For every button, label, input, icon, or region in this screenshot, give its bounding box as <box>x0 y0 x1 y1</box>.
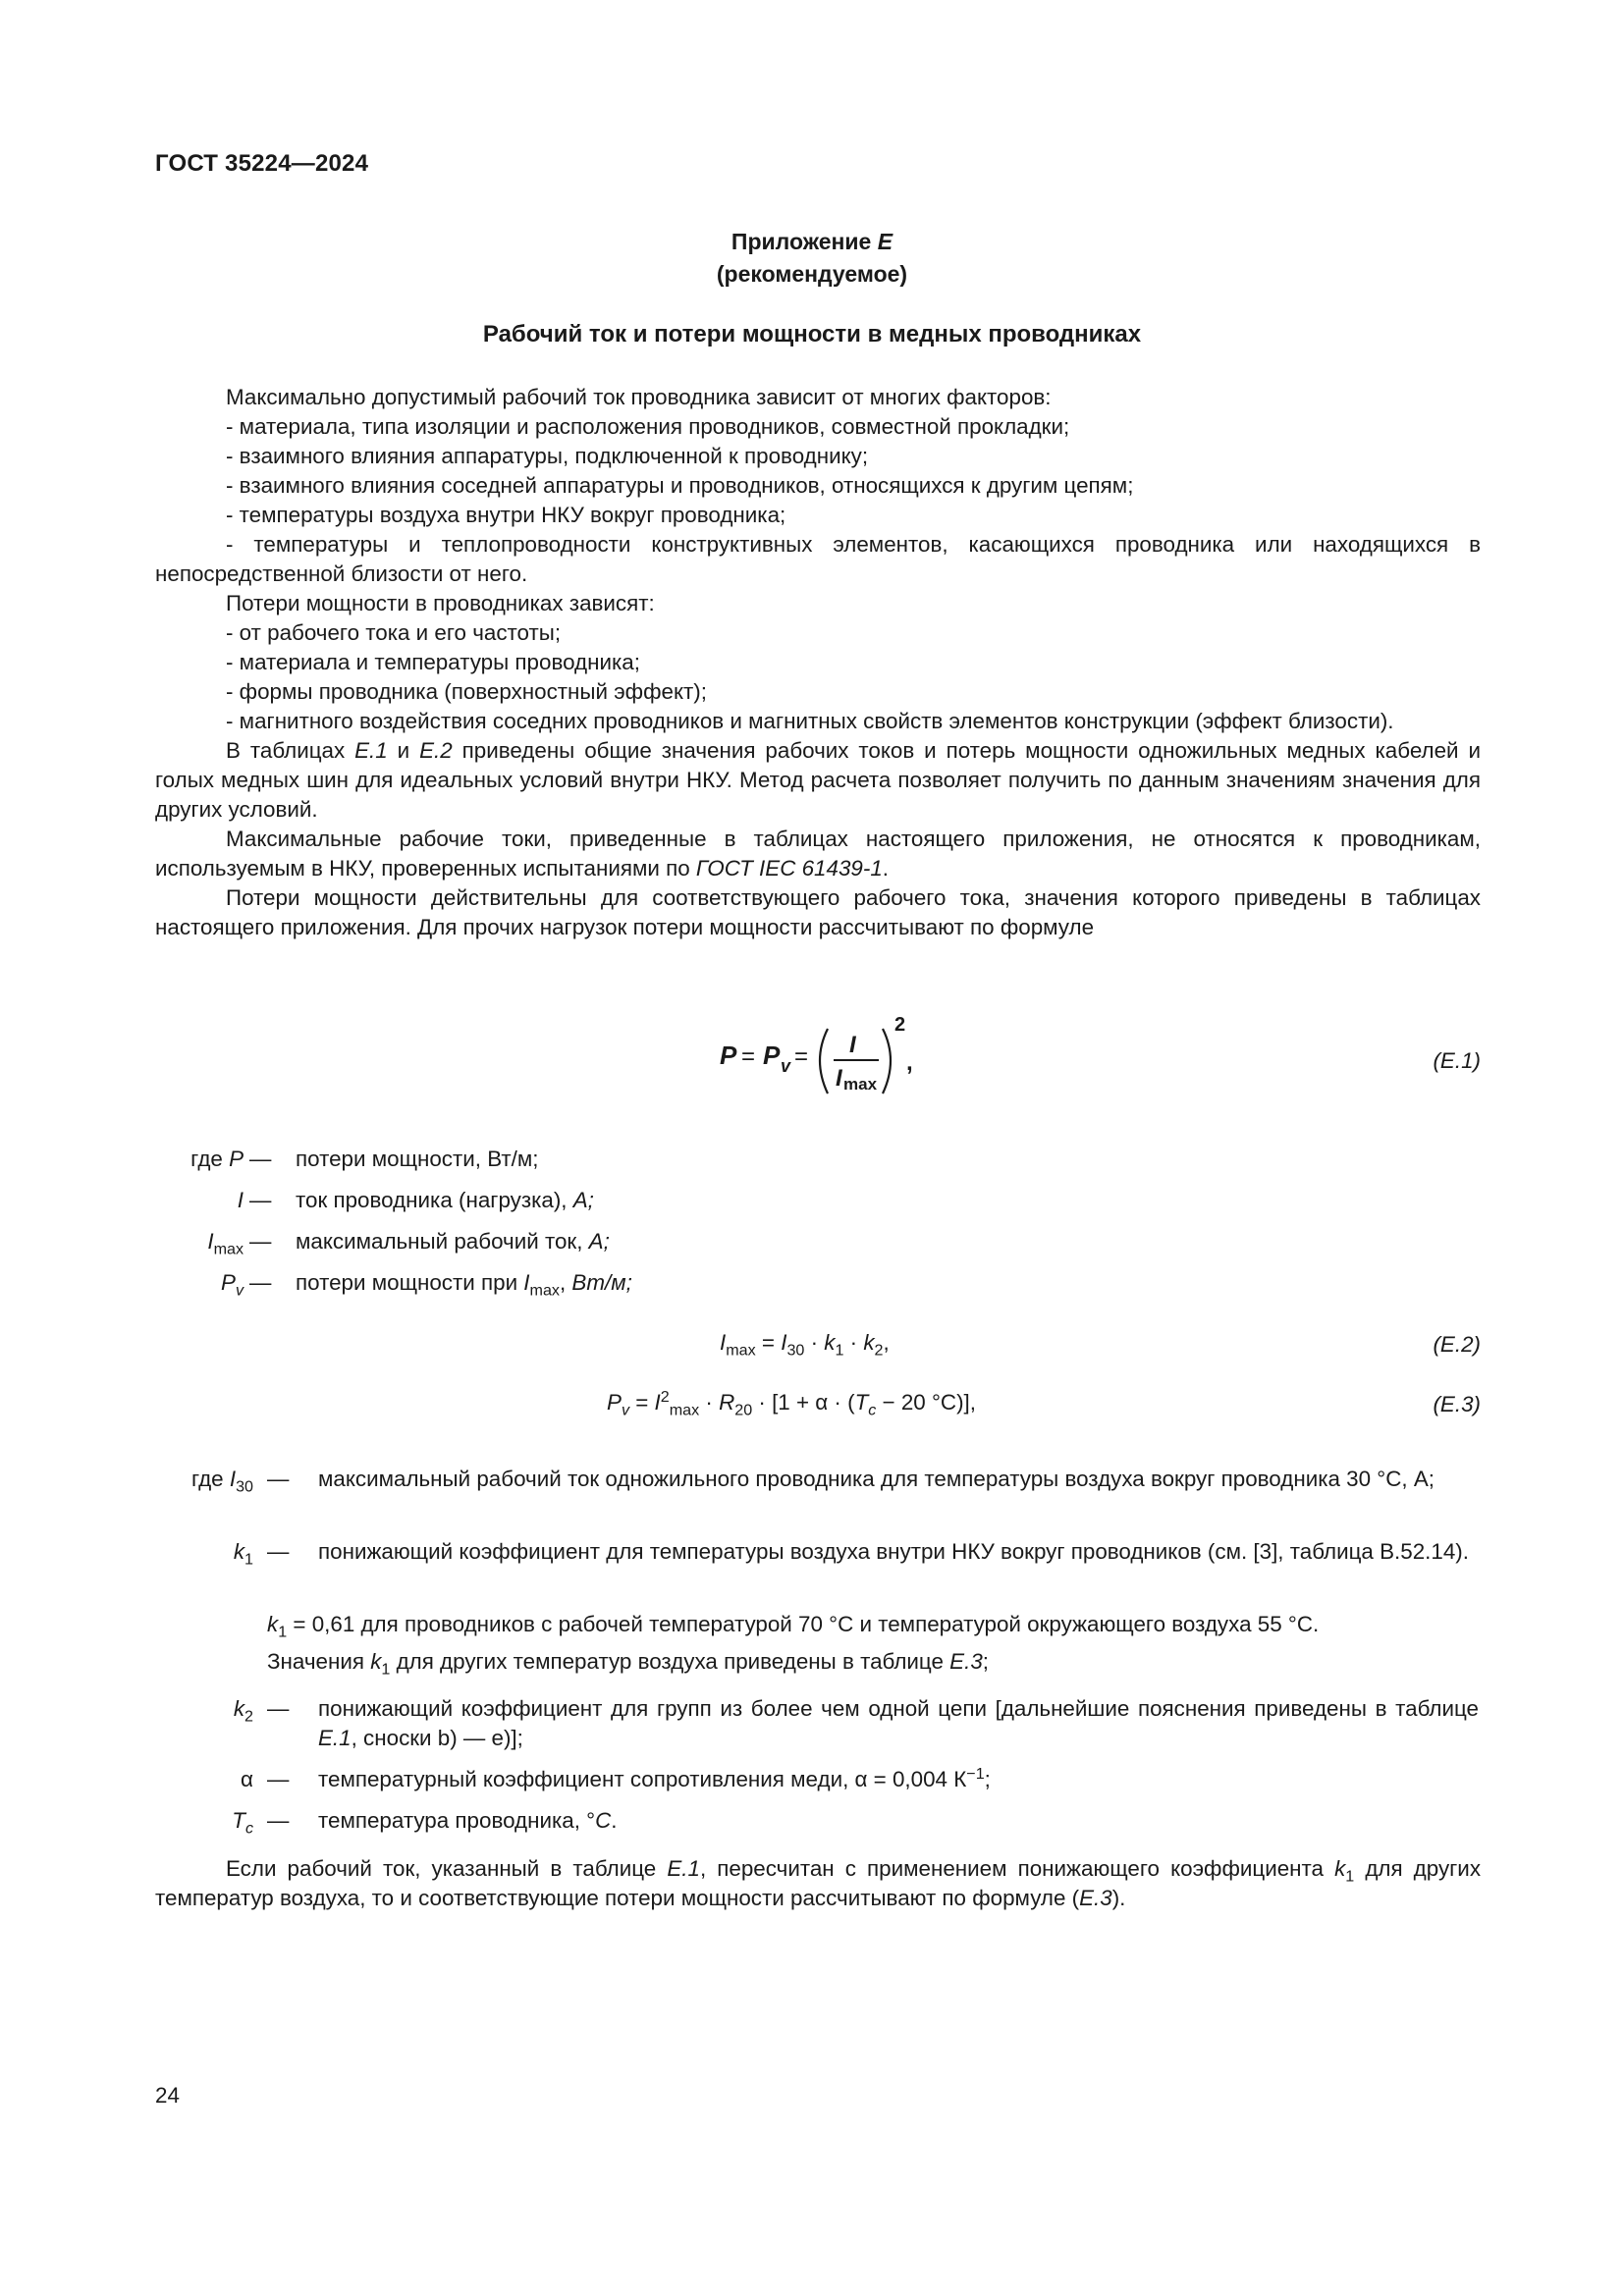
page-number: 24 <box>155 2083 180 2108</box>
def-dash: — <box>267 1767 290 1791</box>
def-symbol: $T_c$ <box>232 1808 253 1838</box>
formula-e1-den-sub: max <box>843 1075 878 1094</box>
loss-item: - формы проводника (поверхностный эффект); <box>226 679 707 704</box>
loss-item: - магнитного воздействия соседних проводников и магнитных свойств элементов конструкции (эффект близости). <box>226 709 1394 733</box>
loss-item: - материала и температуры проводника; <box>226 650 640 674</box>
formula-e1-pv-sub: v <box>781 1056 791 1076</box>
formula-e3: $P_v = I^2_{max} \cdot R_{20} \cdot [1 + \alpha \cdot (T_c - 20$ °C)], <box>607 1387 976 1419</box>
annex-status: (рекомендуемое) <box>716 261 908 287</box>
intro-paragraph-4: Максимальные рабочие токи, приведенные в таблицах настоящего приложения, не относятся к проводникам, используемым в НКУ, проверенных испытаниями по ГОСТ IEC 61439-1. <box>155 827 1481 881</box>
table-ref: Е.1 <box>354 738 388 763</box>
def-text: потери мощности, Вт/м; <box>296 1147 539 1171</box>
def-symbol: $P_v$ <box>221 1270 244 1300</box>
standard-ref: ГОСТ IEC 61439-1 <box>695 856 883 881</box>
formula-e1-lhs: P <box>720 1041 737 1070</box>
def-dash: — <box>249 1188 272 1212</box>
def-symbol: α <box>241 1767 253 1791</box>
annex-heading <box>0 226 1624 258</box>
annex-title <box>0 226 1624 291</box>
left-paren <box>820 1029 828 1094</box>
k1-note: Значения $k_1$ для других температур воздуха приведены в таблице Е.3; <box>267 1649 990 1679</box>
closing-paragraph: Если рабочий ток, указанный в таблице Е.1, пересчитан с применением понижающего коэффициента $k_1$ для других температур воздуха, то и соответствующие потери мощности рассчитывают по формуле (Е.3). <box>155 1856 1482 1910</box>
equation-number-e3: (Е.3) <box>1433 1392 1481 1416</box>
intro-text <box>155 383 1481 942</box>
factor-item: - взаимного влияния соседней аппаратуры и проводников, относящихся к другим цепям; <box>226 473 1134 498</box>
right-paren <box>883 1029 891 1094</box>
def-text: понижающий коэффициент для температуры воздуха внутри НКУ вокруг проводников (см. [3], таблица В.52.14). <box>318 1539 1469 1564</box>
intro-paragraph-5: Потери мощности действительны для соответствующего рабочего тока, значения которого приведены в таблицах настоящего приложения. Для прочих нагрузок потери мощности рассчитывают по формуле <box>155 885 1481 939</box>
formula-e1-num: I <box>849 1032 856 1058</box>
def-dash: — <box>267 1808 290 1833</box>
equation-number-e2: (Е.2) <box>1433 1332 1481 1357</box>
intro-paragraph-1: Максимально допустимый рабочий ток проводника зависит от многих факторов: <box>226 385 1052 409</box>
def-text: температурный коэффициент сопротивления меди, α = 0,004 $К^{-1}$; <box>318 1764 991 1791</box>
def-text: понижающий коэффициент для групп из более чем одной цепи [дальнейшие пояснения приведены в таблице Е.1, сноски b) — е)]; <box>318 1696 1479 1750</box>
k1-note: $k_1 = 0,61$ для проводников с рабочей температурой 70 °С и температурой окружающего воздуха 55 °С. <box>267 1612 1320 1641</box>
def-symbol: где P <box>190 1147 244 1171</box>
formula-e2: $I_{max} = I_{30} \cdot k_1 \cdot k_2$, <box>720 1330 890 1360</box>
def-dash: — <box>267 1539 290 1564</box>
formula-e1-eq2: = <box>794 1043 809 1070</box>
factor-item: - температуры и теплопроводности конструктивных элементов, касающихся проводника или находящихся в непосредственной близости от него. <box>155 532 1481 586</box>
section-title: Рабочий ток и потери мощности в медных проводниках <box>482 321 1142 347</box>
def-symbol: I <box>237 1188 244 1212</box>
factor-item: - материала, типа изоляции и расположения проводников, совместной прокладки; <box>226 414 1070 439</box>
def-dash: — <box>249 1270 272 1295</box>
def-symbol: $I_{max}$ <box>207 1229 244 1258</box>
loss-item: - от рабочего тока и его частоты; <box>226 620 562 645</box>
def-text: максимальный рабочий ток, А; <box>296 1229 610 1254</box>
annex-prefix: Приложение <box>731 229 872 254</box>
standard-header: ГОСТ 35224—2024 <box>155 150 369 177</box>
annex-letter: Е <box>877 229 893 254</box>
intro-paragraph-2: Потери мощности в проводниках зависят: <box>226 591 655 615</box>
def-dash: — <box>267 1467 290 1491</box>
equation-number-e1: (Е.1) <box>1433 1048 1481 1073</box>
formula-e1-comma: , <box>906 1049 913 1076</box>
def-text: температура проводника, °С. <box>318 1808 618 1833</box>
def-text: ток проводника (нагрузка), А; <box>296 1188 594 1212</box>
def-symbol: где $I_{30}$ <box>190 1467 253 1496</box>
factor-item: - температуры воздуха внутри НКУ вокруг проводника; <box>226 503 786 527</box>
formula-e1-eq: = <box>741 1043 756 1070</box>
formula-e1-pv: P <box>763 1041 781 1070</box>
def-symbol: $k_1$ <box>233 1539 253 1569</box>
formula-e1-den: I <box>836 1065 842 1092</box>
def-dash: — <box>249 1147 272 1171</box>
def-text: максимальный рабочий ток одножильного проводника для температуры воздуха вокруг проводника 30 °С, А; <box>318 1467 1435 1491</box>
def-text: потери мощности при $I_{max}$, Вт/м; <box>296 1270 632 1300</box>
def-dash: — <box>249 1229 272 1254</box>
table-ref: Е.2 <box>419 738 453 763</box>
intro-paragraph-3: В таблицах Е.1 и Е.2 приведены общие значения рабочих токов и потерь мощности одножильных медных кабелей и голых медных шин для идеальных условий внутри НКУ. Метод расчета позволяет получить по данным значениям значения для других условий. <box>155 738 1481 822</box>
def-symbol: $k_2$ <box>233 1696 253 1726</box>
formula-e1 <box>720 1009 936 1117</box>
factor-item: - взаимного влияния аппаратуры, подключенной к проводнику; <box>226 444 869 468</box>
formula-e1-exp: 2 <box>894 1014 906 1036</box>
def-dash: — <box>267 1696 290 1721</box>
